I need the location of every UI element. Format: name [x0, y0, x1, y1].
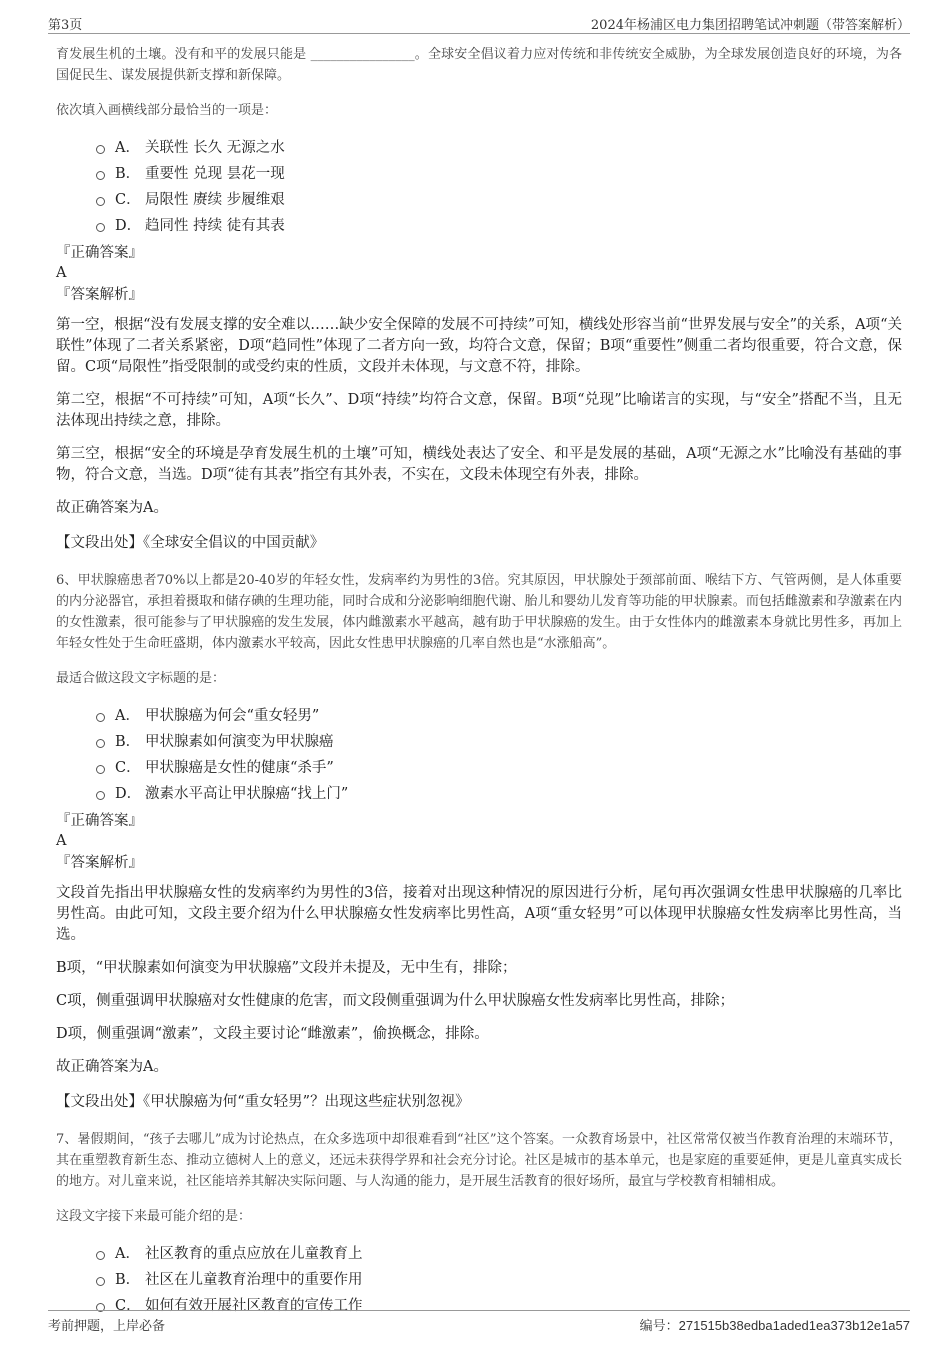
q6-analysis-label: 『答案解析』: [56, 855, 143, 871]
radio-icon[interactable]: [96, 739, 105, 748]
q6-source: 【文段出处】《甲状腺癌为何“重女轻男”？出现这些症状别忽视》: [56, 1094, 470, 1110]
q5-option-a[interactable]: A． 关联性 长久 无源之水: [96, 133, 902, 159]
radio-icon[interactable]: [96, 713, 105, 722]
radio-icon[interactable]: [96, 1251, 105, 1260]
q5-answer: A: [56, 265, 67, 281]
q7-option-a[interactable]: A． 社区教育的重点应放在儿童教育上: [96, 1239, 902, 1265]
q5-analysis-1: 第一空，根据“没有发展支撑的安全难以……缺少安全保障的发展不可持续”可知，横线处形容当前“世界发展与安全”的关系，A项“关联性”体现了二者关系紧密，D项“趋同性”体现了二者方向一致，均符合文意，保留；B项“重要性”侧重二者均很重要，符合文意，保留。C项“局限性”指受限制的或受约束的性质，文段并未体现，与文意不符，排除。: [56, 317, 902, 375]
q6-answer: A: [56, 833, 67, 849]
page-header: [48, 12, 910, 34]
q6-prompt: 最适合做这段文字标题的是：: [56, 671, 226, 686]
page-footer: [48, 1310, 910, 1334]
q7-prompt: 这段文字接下来最可能介绍的是：: [56, 1209, 252, 1224]
q6-option-a[interactable]: A． 甲状腺癌为何会“重女轻男”: [96, 701, 902, 727]
q6-analysis-3: C项，侧重强调甲状腺癌对女性健康的危害，而文段侧重强调为什么甲状腺癌女性发病率比男性高，排除；: [56, 993, 735, 1009]
document-title: 2024年杨浦区电力集团招聘笔试冲刺题（带答案解析）: [590, 18, 910, 33]
radio-icon[interactable]: [96, 223, 105, 232]
page-content: [56, 44, 902, 1317]
document-code-label: 编号：: [639, 1319, 679, 1334]
q5-option-b[interactable]: B． 重要性 兑现 昙花一现: [96, 159, 902, 185]
q5-analysis-2: 第二空，根据“不可持续”可知，A项“长久”、D项“持续”均符合文意，保留。B项“兑现”比喻诺言的实现，与“安全”搭配不当，且无法体现出持续之意，排除。: [56, 392, 902, 429]
q6-analysis-5: 故正确答案为A。: [56, 1059, 168, 1075]
q5-prompt: 依次填入画横线部分最恰当的一项是：: [56, 103, 278, 118]
q7-options: [96, 1239, 902, 1317]
q5-option-d[interactable]: D． 趋同性 持续 徒有其表: [96, 211, 902, 237]
q5-analysis-4: 故正确答案为A。: [56, 500, 168, 516]
radio-icon[interactable]: [96, 1277, 105, 1286]
q6-answer-label: 『正确答案』: [56, 813, 143, 829]
q5-passage: 育发展生机的土壤。没有和平的发展只能是 ________________。全球安全倡议着力应对传统和非传统安全威胁，为全球发展创造良好的环境，为各国促民生、谋发展提供新支撑和新保障。: [56, 47, 902, 83]
radio-icon[interactable]: [96, 791, 105, 800]
radio-icon[interactable]: [96, 765, 105, 774]
q6-passage: 6、甲状腺癌患者70%以上都是20-40岁的年轻女性，发病率约为男性的3倍。究其原因，甲状腺处于颈部前面、喉结下方、气管两侧，是人体重要的内分泌器官，承担着摄取和储存碘的生理功能，同时合成和分泌影响细胞代谢、胎儿和婴幼儿发育等功能的甲状腺素。而包括雌激素和孕激素在内的女性激素，很可能参与了甲状腺癌的发生发展，体内雌激素水平越高，越有助于甲状腺癌的发生。由于女性体内的雌激素本身就比男性多，再加上年轻女性处于生命旺盛期，体内激素水平较高，因此女性患甲状腺癌的几率自然也是“水涨船高”。: [56, 573, 902, 651]
footer-slogan: 考前押题，上岸必备: [48, 1319, 166, 1334]
q6-options: [96, 701, 902, 805]
q7-option-b[interactable]: B． 社区在儿童教育治理中的重要作用: [96, 1265, 902, 1291]
radio-icon[interactable]: [96, 145, 105, 154]
q5-options: [96, 133, 902, 237]
page-number: 第3页: [48, 18, 83, 33]
q7-passage: 7、暑假期间，“孩子去哪儿”成为讨论热点，在众多选项中却很难看到“社区”这个答案。一众教育场景中，社区常常仅被当作教育治理的末端环节，其在重塑教育新生态、推动立德树人上的意义，还远未获得学界和社会充分讨论。社区是城市的基本单元，也是家庭的重要延伸，更是儿童真实成长的地方。对儿童来说，社区能培养其解决实际问题、与人沟通的能力，是开展生活教育的很好场所，最宜与学校教育相辅相成。: [56, 1132, 902, 1189]
q5-answer-label: 『正确答案』: [56, 245, 143, 261]
q6-analysis-1: 文段首先指出甲状腺癌女性的发病率约为男性的3倍，接着对出现这种情况的原因进行分析，尾句再次强调女性患甲状腺癌的几率比男性高。由此可知，文段主要介绍为什么甲状腺癌女性发病率比男性高，A项“重女轻男”可以体现甲状腺癌女性发病率比男性高，当选。: [56, 885, 902, 943]
document-code-value: 271515b38edba1aded1ea373b12e1a57: [678, 1318, 910, 1333]
q5-option-c[interactable]: C． 局限性 赓续 步履维艰: [96, 185, 902, 211]
q5-analysis-3: 第三空，根据“安全的环境是孕育发展生机的土壤”可知，横线处表达了安全、和平是发展的基础，A项“无源之水”比喻没有基础的事物，符合文意，当选。D项“徒有其表”指空有其外表，不实在，文段未体现空有外表，排除。: [56, 446, 902, 483]
radio-icon[interactable]: [96, 197, 105, 206]
q6-option-c[interactable]: C． 甲状腺癌是女性的健康“杀手”: [96, 753, 902, 779]
q6-option-d[interactable]: D． 激素水平高让甲状腺癌“找上门”: [96, 779, 902, 805]
radio-icon[interactable]: [96, 171, 105, 180]
document-code: [640, 1315, 910, 1334]
q6-option-b[interactable]: B． 甲状腺素如何演变为甲状腺癌: [96, 727, 902, 753]
q7-option-c[interactable]: C． 如何有效开展社区教育的宣传工作: [96, 1291, 902, 1317]
q6-analysis-4: D项，侧重强调“激素”，文段主要讨论“雌激素”，偷换概念，排除。: [56, 1026, 489, 1042]
q6-analysis-2: B项，“甲状腺素如何演变为甲状腺癌”文段并未提及，无中生有，排除；: [56, 960, 517, 976]
q5-source: 【文段出处】《全球安全倡议的中国贡献》: [56, 535, 325, 551]
q5-analysis-label: 『答案解析』: [56, 287, 143, 303]
